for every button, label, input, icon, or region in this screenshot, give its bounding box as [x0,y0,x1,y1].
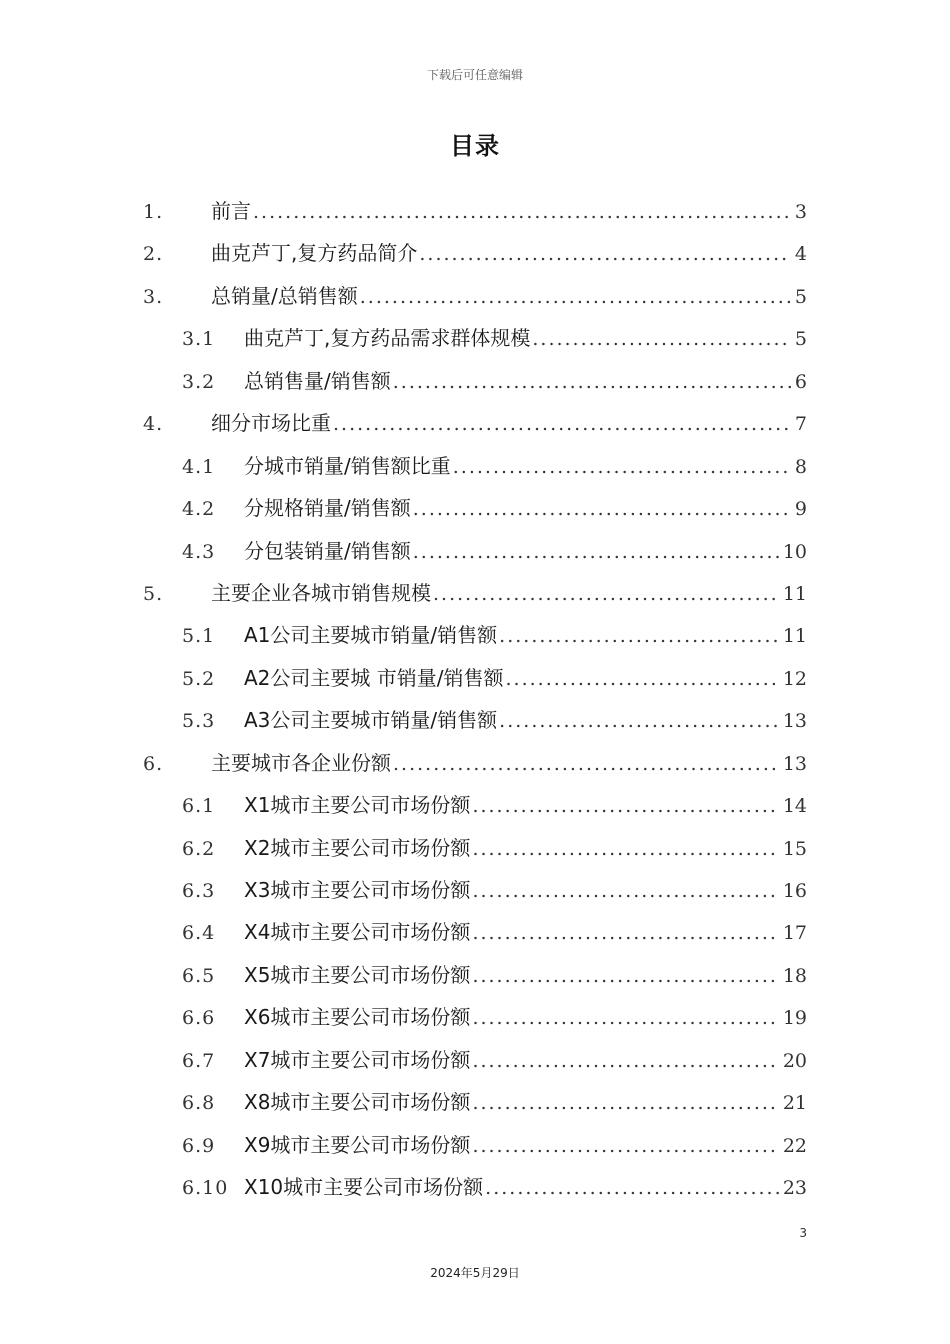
toc-title: 目录 [450,132,500,160]
toc-entry-number: 4. [143,413,164,436]
toc-entry[interactable] [143,1124,807,1166]
toc-entry[interactable] [143,827,807,869]
toc-dot-leader [419,233,791,275]
toc-entry-number: 3. [143,285,164,308]
toc-dot-leader [472,870,778,912]
toc-entry-page: 8 [794,455,807,478]
toc-entry-title: 分城市销量/销售额比重 [244,453,451,478]
toc-entry-page: 14 [782,795,807,818]
toc-entry[interactable] [143,402,807,444]
toc-entry-number: 4.2 [182,498,216,521]
toc-entry-page: 7 [794,413,807,436]
toc-entry-page: 22 [782,1134,807,1157]
toc-entry-page: 5 [794,328,807,351]
toc-entry-number: 3.1 [182,328,216,351]
toc-entry-number: 6.8 [182,1092,216,1115]
toc-dot-leader [393,361,791,403]
toc-entry-title: X2城市主要公司市场份额 [244,835,471,860]
toc-entry-title: 曲克芦丁,复方药品需求群体规模 [244,326,531,351]
toc-entry-page: 6 [794,370,807,393]
toc-entry-page: 12 [782,667,807,690]
toc-entry-title: X1城市主要公司市场份额 [244,793,471,818]
toc-entry-number: 6.9 [182,1134,216,1157]
toc-entry-number: 2. [143,243,164,266]
toc-entry-page: 11 [782,582,807,605]
toc-entry-title: X8城市主要公司市场份额 [244,1090,471,1115]
toc-entry[interactable] [143,614,807,656]
toc-entry-title: 分包装销量/销售额 [244,538,411,563]
toc-entry-title: 主要城市各企业份额 [211,750,391,775]
toc-entry[interactable] [143,699,807,741]
toc-dot-leader [485,1167,779,1209]
toc-entry-title: X3城市主要公司市场份额 [244,878,471,902]
toc-entry-number: 4.3 [182,540,216,563]
toc-entry-title: 曲克芦丁,复方药品简介 [211,241,418,266]
toc-entry[interactable] [143,657,807,699]
toc-entry-title: A2公司主要城 市销量/销售额 [244,665,504,690]
toc-dot-leader [472,1040,778,1082]
toc-entry-number: 6.10 [182,1177,229,1200]
toc-entry-page: 11 [782,625,807,648]
toc-entry[interactable] [143,530,807,572]
toc-entry-number: 5. [143,582,164,605]
toc-dot-leader [472,785,778,827]
page-number: 3 [799,1226,807,1240]
toc-entry-number: 5.3 [182,710,216,733]
toc-entry-title: 前言 [211,199,251,223]
toc-entry-title: X7城市主要公司市场份额 [244,1047,471,1072]
toc-dot-leader [453,446,791,488]
toc-entry-page: 20 [782,1049,807,1072]
toc-dot-leader [472,828,778,870]
toc-entry[interactable] [143,911,807,953]
toc-entry-number: 6.3 [182,880,216,902]
toc-entry-title: A1公司主要城市销量/销售额 [244,623,498,648]
header-note: 下载后可任意编辑 [426,68,523,82]
toc-entry[interactable] [143,1166,807,1208]
toc-entry[interactable] [143,445,807,487]
toc-dot-leader [253,191,791,233]
toc-entry-title: A3公司主要城市销量/销售额 [244,708,498,733]
toc-dot-leader [433,573,779,615]
toc-entry-page: 16 [782,880,807,902]
toc-dot-leader [499,700,779,742]
toc-entry[interactable] [143,1039,807,1081]
toc-dot-leader [472,997,778,1039]
toc-entry-page: 5 [794,285,807,308]
toc-entry[interactable] [143,869,807,911]
toc-dot-leader [413,531,779,573]
toc-entry-page: 13 [782,710,807,733]
toc-entry[interactable] [143,784,807,826]
footer-date: 2024年5月29日 [430,1266,520,1280]
toc-entry[interactable] [143,572,807,614]
toc-dot-leader [413,488,791,530]
toc-entry-title: 主要企业各城市销售规模 [211,580,431,605]
toc-entry[interactable] [143,487,807,529]
toc-entry[interactable] [143,317,807,359]
toc-entry[interactable] [143,275,807,317]
toc-dot-leader [532,318,791,360]
toc-entry-page: 10 [782,540,807,563]
toc-entry[interactable] [143,190,807,232]
toc-entry-title: 总销售量/销售额 [244,368,391,393]
toc-dot-leader [393,743,779,785]
toc-entry-page: 17 [782,922,807,945]
toc-dot-leader [506,658,779,700]
toc-entry-title: X9城市主要公司市场份额 [244,1132,471,1157]
toc-entry-number: 6.6 [182,1007,216,1030]
toc-entry-page: 15 [782,837,807,860]
toc-entry-title: X6城市主要公司市场份额 [244,1005,471,1030]
toc-entry-page: 3 [794,201,807,223]
toc-entry-number: 5.2 [182,667,216,690]
toc-entry[interactable] [143,954,807,996]
toc-entry-page: 21 [782,1092,807,1115]
table-of-contents [143,190,807,1209]
toc-entry[interactable] [143,996,807,1038]
toc-entry-number: 6. [143,752,164,775]
toc-dot-leader [472,912,778,954]
toc-entry-title: X4城市主要公司市场份额 [244,920,471,945]
toc-entry[interactable] [143,742,807,784]
toc-entry-page: 18 [782,964,807,987]
toc-dot-leader [472,1082,778,1124]
toc-entry-title: 细分市场比重 [211,411,331,436]
toc-entry[interactable] [143,1081,807,1123]
toc-entry-page: 9 [794,498,807,521]
toc-entry-title: 总销量/总销售额 [211,283,358,308]
toc-entry-title: 分规格销量/销售额 [244,496,411,521]
toc-entry-page: 13 [782,752,807,775]
toc-entry-title: X5城市主要公司市场份额 [244,962,471,987]
toc-dot-leader [499,615,779,657]
toc-entry[interactable] [143,232,807,274]
toc-entry-page: 19 [782,1007,807,1030]
toc-entry-page: 4 [794,243,807,266]
toc-dot-leader [472,955,778,997]
toc-entry-number: 5.1 [182,625,216,648]
toc-entry-number: 6.2 [182,837,216,860]
toc-entry[interactable] [143,360,807,402]
toc-entry-number: 6.4 [182,922,216,945]
toc-dot-leader [472,1125,778,1167]
toc-dot-leader [360,276,791,318]
toc-entry-number: 6.1 [182,795,216,818]
toc-entry-number: 1. [143,201,164,223]
toc-entry-number: 6.5 [182,964,216,987]
toc-entry-number: 3.2 [182,370,216,393]
toc-entry-title: X10城市主要公司市场份额 [244,1175,484,1200]
toc-dot-leader [333,403,791,445]
toc-entry-page: 23 [782,1177,807,1200]
toc-entry-number: 6.7 [182,1049,216,1072]
toc-entry-number: 4.1 [182,455,216,478]
